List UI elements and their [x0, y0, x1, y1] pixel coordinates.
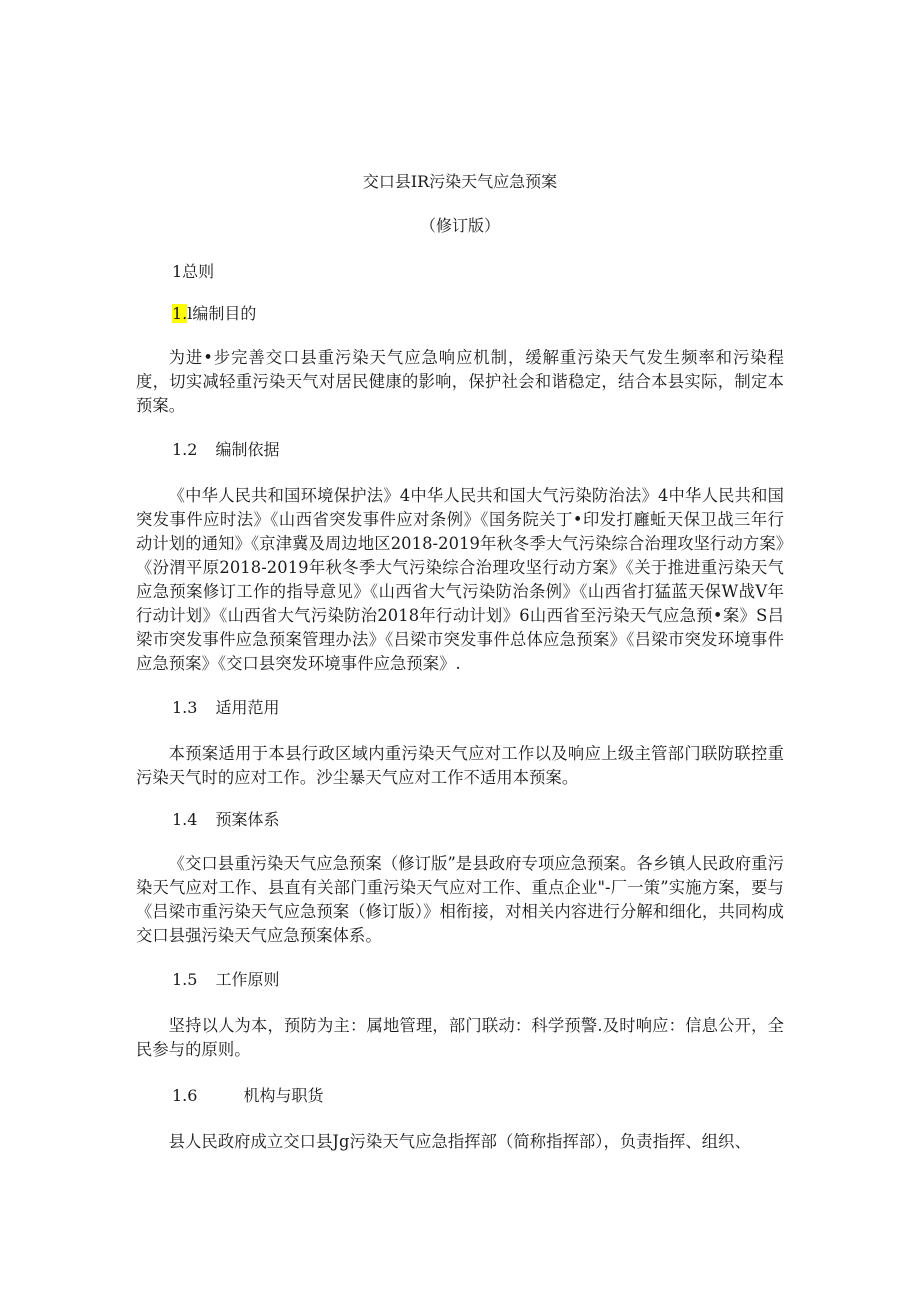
- section-1-4-title: 预案体系: [215, 810, 280, 829]
- section-1-1-body: 为进•步完善交口县重污染天气应急响应机制，缓解重污染天气发生频率和污染程度，切实减轻重污染天气对居民健康的影响，保护社会和谐稳定，结合本县实际，制定本预案。: [136, 348, 784, 415]
- section-1-2-heading: [172, 440, 279, 460]
- section-1-5-number: 1.5: [172, 970, 198, 989]
- document-title: 交口县IR污染天气应急预案: [362, 172, 558, 191]
- section-1-6-body: 县人民政府成立交口县Jg污染天气应急指挥部（简称指挥部），负责指挥、组织、: [168, 1132, 751, 1151]
- section-1-4-body: 《交口县重污染天气应急预案（修订版”是县政府专项应急预案。各乡镇人民政府重污染天气应对工作、县直有关部门重污染天气应对工作、重点企业"-厂一策”实施方案，要与《吕梁市重污染天气应急预案（修订版）》相衔接，对相关内容进行分解和细化，共同构成交口县强污染天气应急预案体系。: [136, 854, 784, 945]
- document-subtitle: （修订版）: [419, 216, 500, 235]
- section-1-heading: 1总则: [172, 262, 215, 281]
- section-1-3-title: 适用范用: [215, 698, 280, 717]
- section-1-5-title: 工作原则: [215, 970, 280, 989]
- section-1-1-title: l编制目的: [187, 304, 257, 323]
- section-1-5-body: 坚持以人为本，预防为主：属地管理，部门联动：科学预警.及时响应：信息公开，全民参与的原则。: [136, 1016, 784, 1059]
- section-1-2-title: 编制依据: [215, 440, 280, 459]
- section-1-5-heading: [172, 970, 279, 990]
- section-1-4-number: 1.4: [172, 810, 198, 829]
- section-1-6-number: 1.6: [172, 1086, 198, 1105]
- section-1-6-title: 机构与职货: [243, 1086, 324, 1105]
- section-1-3-body: 本预案适用于本县行政区域内重污染天气应对工作以及响应上级主管部门联防联控重污染天气时的应对工作。沙尘暴天气应对工作不适用本预案。: [136, 744, 784, 787]
- section-1-6-heading: [172, 1086, 323, 1106]
- section-1-2-number: 1.2: [172, 440, 198, 459]
- section-1-1-heading: [172, 304, 256, 324]
- section-1-4-heading: [172, 810, 279, 830]
- highlight-mark: 1.: [172, 304, 188, 323]
- section-1-3-number: 1.3: [172, 698, 198, 717]
- section-1-2-body: 《中华人民共和国环境保护法》4中华人民共和国大气污染防治法》4中华人民共和国突发事件应时法》《山西省突发事件应对条例》《国务院关丁•印发打廱蚯天保卫战三年行动计划的通知》《京津冀及周边地区2018-2019年秋冬季大气污染综合治理攻坚行动方案》《汾渭平原2018-2019年秋冬季大气污染综合治理攻坚行动方案》《关于推进重污染天气应急预案修订工作的指导意见》《山西省大气污染防治条例》《山西省打猛蓝天保W战V年行动计划》《山西省大气污染防治2018年行动计划》6山西省至污染天气应急预•案》S吕梁市突发事件应急预案管理办法》《吕梁市突发事件总体应急预案》《吕梁市突发环境事件应急预案》《交口县突发环境事件应急预案》.: [136, 486, 784, 673]
- section-1-3-heading: [172, 698, 279, 718]
